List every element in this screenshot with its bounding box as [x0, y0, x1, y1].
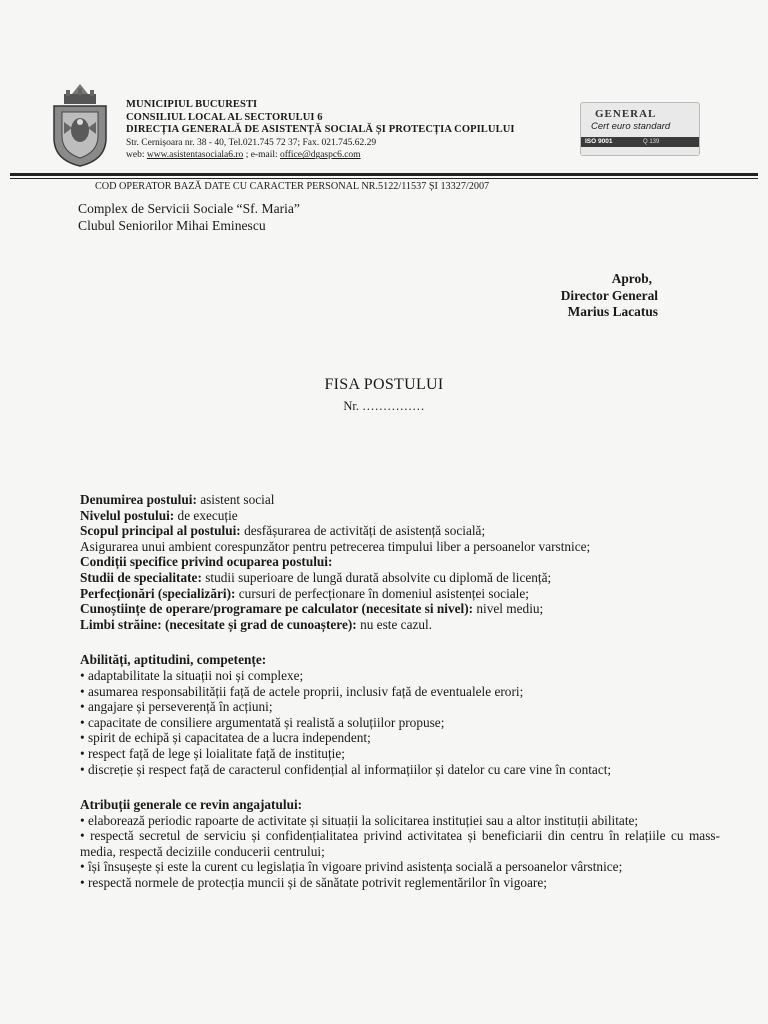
field-label: Scopul principal al postului — [80, 523, 237, 539]
field-value: de execuție — [177, 507, 238, 523]
email-link[interactable]: office@dgaspc6.com — [279, 150, 361, 161]
condition-label: Limbi străine: (necesitate și grad de cunoaștere) — [80, 616, 353, 632]
approval-role: Director General — [560, 287, 658, 303]
badge-title: GENERAL — [595, 108, 657, 120]
condition-sep: : — [231, 585, 239, 601]
condition-sep: : — [352, 616, 361, 632]
condition-value: cursuri de perfecționare în domeniul asistenței sociale; — [238, 585, 529, 601]
field-value: desfășurarea de activități de asistență socială; — [244, 523, 486, 539]
duty-item: • respectă secretul de serviciu și confidențialitatea privind activitatea și beneficiarii din centru în relațiile cu mass-media, respectă deciziile conducerii centrului; — [80, 828, 720, 859]
condition-label: Cunoștiințe de operare/programare pe calculator (necesitate si nivel) — [80, 601, 469, 617]
ability-item: • spirit de echipă și capacitatea de a lucra independent; — [80, 730, 371, 746]
field-row — [80, 508, 720, 524]
abilities-title: Abilități, aptitudini, competențe: — [80, 652, 267, 668]
field-row — [80, 492, 720, 508]
condition-label: Studii de specialitate — [80, 569, 198, 585]
duty-item: • își însușește și este la curent cu legislația în vigoare privind asistența socială a persoanelor vârstnice; — [80, 859, 623, 875]
ability-item: • asumarea responsabilității față de actele proprii, inclusiv față de eventualele erori; — [80, 683, 524, 699]
header-divider — [10, 173, 758, 176]
condition-value: nivel mediu; — [476, 601, 544, 617]
certification-badge — [580, 102, 700, 156]
institution-line-2: Clubul Seniorilor Mihai Eminescu — [78, 218, 266, 233]
condition-value: studii superioare de lungă durată absolvite cu diplomă de licență; — [205, 569, 552, 585]
website-link[interactable]: www.asistentasociala6.ro — [146, 150, 244, 161]
condition-label: Perfecționări (specializări) — [80, 585, 231, 601]
letterhead-line-3: DIRECȚIA GENERALĂ DE ASISTENȚĂ SOCIALĂ ȘI PROTECȚIA COPILULUI — [126, 124, 515, 136]
email-label: ; e-mail: — [245, 150, 278, 161]
badge-iso: ISO 9001 — [585, 138, 613, 145]
condition-value: nu este cazul. — [360, 616, 433, 632]
approval-name: Marius Lacatus — [567, 304, 658, 319]
conditions-title: Condiții specifice privind ocuparea postului: — [80, 554, 333, 570]
letterhead-line-1: MUNICIPIUL BUCURESTI — [126, 99, 258, 110]
duty-item: • respectă normele de protecția muncii și de sănătate potrivit reglementărilor în vigoare; — [80, 875, 547, 891]
coat-of-arms-icon — [50, 82, 110, 168]
letterhead — [126, 99, 586, 162]
institution-block — [78, 200, 300, 234]
ability-item: • respect față de lege și loialitate față de instituție; — [80, 745, 345, 761]
field-sep: : — [169, 507, 178, 523]
letterhead-address: Str. Cernișoara nr. 38 - 40, Tel.021.745 72 37; Fax. 021.745.62.29 — [126, 137, 377, 148]
operator-code-line: COD OPERATOR BAZĂ DATE CU CARACTER PERSONAL NR.5122/11537 ȘI 13327/2007 — [95, 181, 490, 192]
document-title: FISA POSTULUI — [324, 376, 444, 393]
ability-item: • discreție și respect față de caracterul confidențial al informațiilor și datelor cu care vine în contact; — [80, 761, 612, 777]
field-label: Denumirea postului — [80, 492, 193, 507]
spacer — [80, 777, 720, 797]
field-sep: : — [192, 492, 201, 507]
letterhead-contact — [126, 149, 586, 162]
field-label: Nivelul postului — [80, 507, 170, 523]
approval-word: Aprob, — [611, 271, 652, 286]
spacer — [80, 632, 720, 652]
badge-subtitle: Cert euro standard — [591, 121, 671, 132]
condition-sep: : — [468, 601, 477, 617]
condition-row — [80, 601, 720, 617]
condition-sep: : — [197, 569, 206, 585]
duty-item: • elaborează periodic rapoarte de activitate și situații la solicitarea instituției sau a altor instituții abilitate; — [80, 812, 639, 828]
badge-code: Q 139 — [643, 139, 660, 145]
letterhead-line-2: CONSILIUL LOCAL AL SECTORULUI 6 — [126, 111, 323, 123]
institution-line-1: Complex de Servicii Sociale “Sf. Maria” — [78, 201, 300, 216]
condition-row — [80, 617, 720, 633]
condition-row — [80, 570, 720, 586]
ability-item: • adaptabilitate la situații noi și complexe; — [80, 667, 304, 683]
scope-extra: Asigurarea unui ambient corespunzător pentru petrecerea timpului liber a persoanelor varstnice; — [80, 538, 591, 554]
web-label: web: — [126, 150, 145, 161]
approval-block — [561, 271, 658, 321]
duties-title: Atribuții generale ce revin angajatului: — [80, 797, 303, 813]
field-value: asistent social — [200, 492, 275, 507]
document-number: Nr. …………… — [343, 399, 425, 413]
field-row — [80, 523, 720, 539]
condition-row — [80, 586, 720, 602]
header-divider-thin — [10, 178, 758, 179]
ability-item: • capacitate de consiliere argumentată și realistă a soluțiilor propuse; — [80, 714, 445, 730]
field-sep: : — [236, 523, 245, 539]
document-body — [80, 492, 720, 891]
ability-item: • angajare și perseverență în acțiuni; — [80, 699, 273, 715]
